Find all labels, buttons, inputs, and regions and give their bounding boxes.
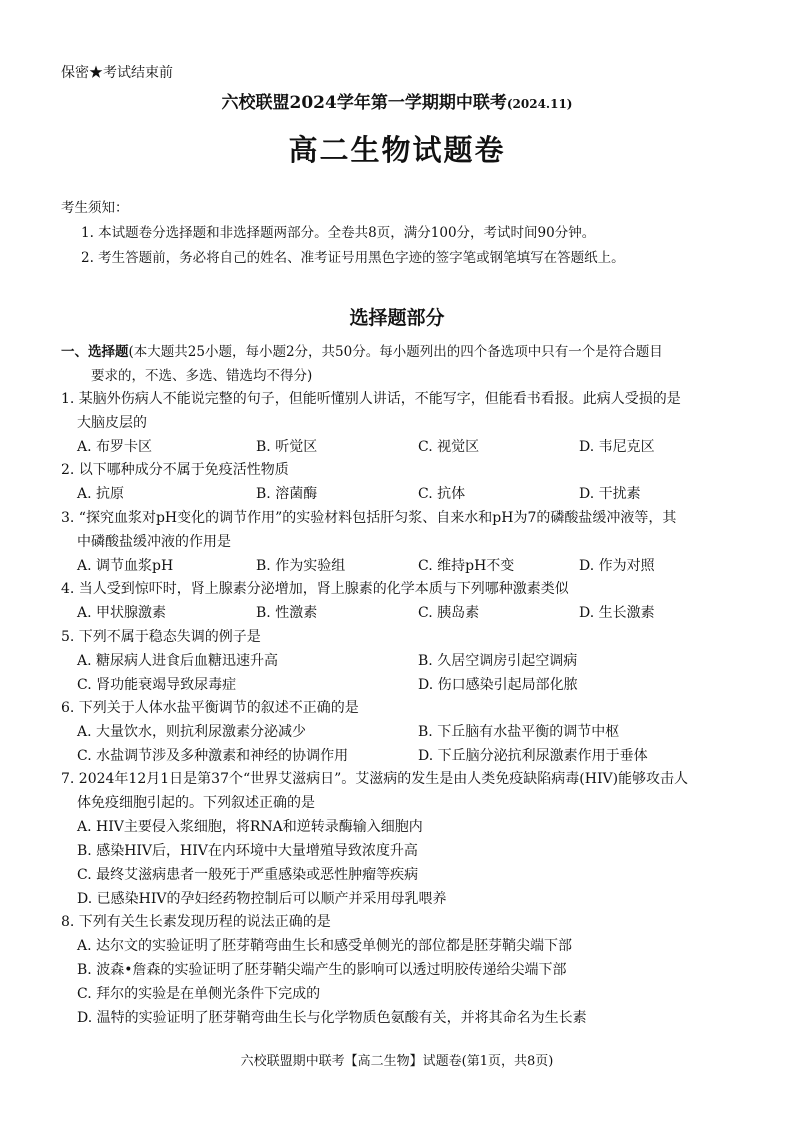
part-description-cont: 要求的，不选、多选、错选均不得分) — [91, 368, 313, 384]
confidential-label: 保密★考试结束前 — [61, 65, 173, 81]
option-d: D. 作为对照 — [579, 558, 655, 574]
section-title: 选择题部分 — [349, 307, 445, 329]
question-7 — [61, 767, 761, 911]
page-title: 高二生物试题卷 — [288, 133, 506, 167]
options-row — [61, 720, 761, 744]
question-8 — [61, 910, 761, 1030]
option-c: C. 视觉区 — [418, 439, 480, 455]
part-label: 一、选择题 — [61, 344, 129, 360]
page-footer: 六校联盟期中联考【高二生物】试题卷(第1页，共8页) — [240, 1054, 554, 1069]
question-stem: 3. “探究血浆对pH变化的调节作用”的实验材料包括肝匀浆、自来水和pH为7的磷酸盐缓冲液等，其 — [61, 510, 677, 526]
part-description: (本大题共25小题，每小题2分，共50分。每小题列出的四个备选项中只有一个是符合题目 — [128, 344, 663, 360]
option-c: C. 最终艾滋病患者一般死于严重感染或恶性肿瘤等疾病 — [77, 867, 419, 883]
notice-item: 1. 本试题卷分选择题和非选择题两部分。全卷共8页，满分100分，考试时间90分钟。 — [81, 225, 596, 241]
options-row — [61, 744, 761, 768]
option-b: B. 下丘脑有水盐平衡的调节中枢 — [418, 724, 620, 740]
question-stem-cont: 中磷酸盐缓冲液的作用是 — [77, 534, 231, 550]
options-row — [61, 673, 761, 697]
exam-title-text: 六校联盟2024学年第一学期期中联考 — [221, 93, 507, 113]
option-d: D. 韦尼克区 — [579, 439, 655, 455]
exam-date: (2024.11) — [506, 97, 573, 111]
option-c: C. 抗体 — [418, 486, 466, 502]
option-a: A. 达尔文的实验证明了胚芽鞘弯曲生长和感受单侧光的部位都是胚芽鞘尖端下部 — [77, 938, 573, 954]
option-b: B. 溶菌酶 — [256, 486, 318, 502]
question-4 — [61, 577, 761, 625]
question-6 — [61, 696, 761, 768]
option-a: A. 抗原 — [77, 486, 125, 502]
question-stem: 7. 2024年12月1日是第37个“世界艾滋病日”。艾滋病的发生是由人类免疫缺陷病毒(HIV)能够攻击人 — [61, 771, 689, 787]
question-stem: 6. 下列关于人体水盐平衡调节的叙述不正确的是 — [61, 700, 359, 716]
question-2 — [61, 458, 761, 506]
option-a: A. 调节血浆pH — [77, 558, 174, 574]
option-d: D. 伤口感染引起局部化脓 — [418, 677, 578, 693]
option-a: A. 布罗卡区 — [77, 439, 153, 455]
option-c: C. 肾功能衰竭导致尿毒症 — [77, 677, 237, 693]
option-b: B. 感染HIV后，HIV在内环境中大量增殖导致浓度升高 — [77, 843, 418, 859]
question-3 — [61, 506, 761, 578]
question-5 — [61, 625, 761, 697]
option-b: B. 听觉区 — [256, 439, 318, 455]
option-c: C. 维持pH不变 — [418, 558, 515, 574]
option-d: D. 下丘脑分泌抗利尿激素作用于垂体 — [418, 748, 648, 764]
notice-item: 2. 考生答题前，务必将自己的姓名、准考证号用黑色字迹的签字笔或钢笔填写在答题纸上。 — [81, 250, 625, 266]
option-a: A. 甲状腺激素 — [77, 605, 167, 621]
part-instructions — [61, 340, 751, 388]
question-stem: 5. 下列不属于稳态失调的例子是 — [61, 629, 261, 645]
option-a: A. 糖尿病人进食后血糖迅速升高 — [77, 653, 279, 669]
question-stem-cont: 体免疫细胞引起的。下列叙述正确的是 — [77, 795, 315, 811]
question-stem: 8. 下列有关生长素发现历程的说法正确的是 — [61, 914, 331, 930]
option-a: A. 大量饮水，则抗利尿激素分泌减少 — [77, 724, 307, 740]
option-b: B. 作为实验组 — [256, 558, 346, 574]
option-b: B. 性激素 — [256, 605, 318, 621]
question-1 — [61, 387, 761, 459]
question-stem-cont: 大脑皮层的 — [77, 415, 147, 431]
options-row — [61, 601, 761, 625]
option-d: D. 温特的实验证明了胚芽鞘弯曲生长与化学物质色氨酸有关，并将其命名为生长素 — [77, 1010, 587, 1026]
option-c: C. 胰岛素 — [418, 605, 480, 621]
options-row — [61, 482, 761, 506]
option-b: B. 久居空调房引起空调病 — [418, 653, 578, 669]
exam-title — [0, 88, 794, 113]
exam-notice — [61, 196, 625, 271]
option-b: B. 波森•詹森的实验证明了胚芽鞘尖端产生的影响可以透过明胶传递给尖端下部 — [77, 962, 567, 978]
option-c: C. 水盐调节涉及多种激素和神经的协调作用 — [77, 748, 349, 764]
question-stem: 2. 以下哪种成分不属于免疫活性物质 — [61, 462, 289, 478]
options-row — [61, 435, 761, 459]
question-stem: 1. 某脑外伤病人不能说完整的句子，但能听懂别人讲话，不能写字，但能看书看报。此病人受损的是 — [61, 391, 681, 407]
options-row — [61, 554, 761, 578]
option-d: D. 干扰素 — [579, 486, 641, 502]
question-stem: 4. 当人受到惊吓时，肾上腺素分泌增加，肾上腺素的化学本质与下列哪种激素类似 — [61, 581, 569, 597]
option-d: D. 已感染HIV的孕妇经药物控制后可以顺产并采用母乳喂养 — [77, 891, 447, 907]
options-row — [61, 649, 761, 673]
option-c: C. 拜尔的实验是在单侧光条件下完成的 — [77, 986, 321, 1002]
notice-heading: 考生须知： — [61, 200, 129, 216]
option-d: D. 生长激素 — [579, 605, 655, 621]
option-a: A. HIV主要侵入浆细胞，将RNA和逆转录酶输入细胞内 — [77, 819, 423, 835]
